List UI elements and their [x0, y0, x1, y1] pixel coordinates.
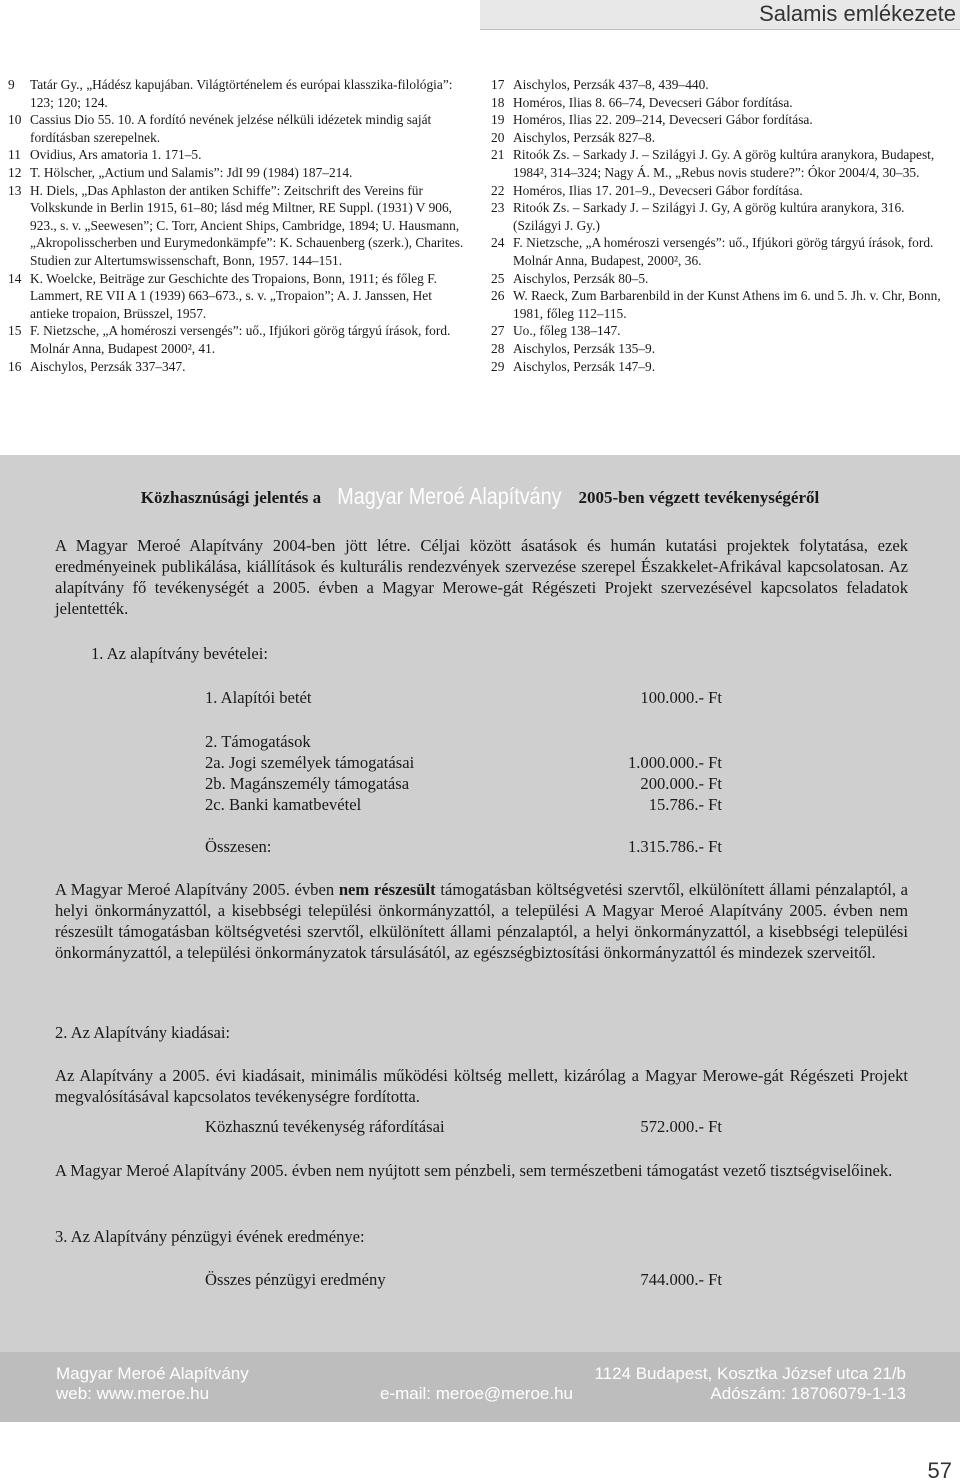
income-amount: 200.000.- Ft — [640, 774, 722, 793]
footer-email: e-mail: meroe@meroe.hu — [380, 1384, 573, 1403]
footnote-item: 22 Homéros, Ilias 17. 201–9., Devecseri Gábor fordítása. — [491, 182, 803, 198]
expenses-paragraph: Az Alapítvány a 2005. évi kiadásait, minimális működési költség mellett, kizárólag a Magyar Merowe-gát Régészeti Projekt megvalósításával kapcsolatos tevékenységre fordította. — [55, 1066, 908, 1106]
footnote-item: 9 Tatár Gy., „Hádész kapujában. Világtörténelem és európai klasszika-filológia”: 123; 120; 124. — [8, 77, 453, 110]
footnote-item: 29 Aischylos, Perzsák 147–9. — [491, 358, 656, 374]
income-total-amount: 1.315.786.- Ft — [627, 837, 722, 856]
result-label: Összes pénzügyi eredmény — [205, 1270, 386, 1289]
footnote-item: 15 F. Nietzsche, „A homéroszi versengés”: uő., Ifjúkori görög tárgyú írások, ford. Molnár Anna, Budapest 2000², 41. — [8, 323, 451, 356]
footer-web: web: www.meroe.hu — [56, 1384, 210, 1403]
income-label: 2a. Jogi személyek támogatásai — [205, 753, 415, 772]
footer-tax-number: Adószám: 18706079-1-13 — [710, 1384, 906, 1403]
footnote-item: 11 Ovidius, Ars amatoria 1. 171–5. — [8, 147, 202, 163]
footnote-item: 24 F. Nietzsche, „A homéroszi versengés”: uő., Ifjúkori görög tárgyú írások, ford. Molnár Anna, Budapest, 2000², 36. — [491, 235, 934, 268]
intro-paragraph: A Magyar Meroé Alapítvány 2004-ben jött létre. Céljai között ásatások és humán kutatási projektek folytatása, ezek eredményeinek publikálása, kiállítások és kulturális rendezvények szervezése szerepel Északkelet-Afrikával kapcsolatosan. Az alapítvány fő tevékenységét a 2005. évben a Magyar Merowe-gát Régészeti Projekt szervezésével kapcsolatos feladatok jelentették. — [55, 536, 908, 618]
footnotes-left-column — [8, 76, 473, 375]
brand-name: Magyar Meroé Alapítvány — [337, 483, 562, 509]
income-label: 2b. Magánszemély támogatása — [205, 774, 410, 793]
section-heading: 3. Az Alapítvány pénzügyi évének eredménye: — [55, 1227, 365, 1246]
footnote-item: 26 W. Raeck, Zum Barbarenbild in der Kunst Athens im 6. und 5. Jh. v. Chr, Bonn, 1981, főleg 112–115. — [491, 288, 941, 321]
section-heading: 2. Az Alapítvány kiadásai: — [55, 1023, 231, 1042]
footnote-item: 14 K. Woelcke, Beiträge zur Geschichte des Tropaions, Bonn, 1911; és főleg F. Lammert, RE VII A 1 (1939) 663–673., s. v. „Tropaion”; A. J. Janssen, Het antieke tropaion, Brüsszel, 1957. — [8, 270, 437, 321]
footer-address: 1124 Budapest, Kosztka József utca 21/b — [594, 1364, 906, 1383]
footnote-item: 13 H. Diels, „Das Aphlaston der antiken Schiffe”: Zeitschrift des Vereins für Volkskunde in Berlin 1915, 61–80; lásd még Miltner, RE Suppl. (1931) V 906, 923., s. v. „Seewesen”; C. Torr, Ancient Ships, Cambridge, 1894; U. Hausmann, „Akropolisscherben und Eurymedonkämpfe”: K. Schauenberg (szerk.), Charites. Studien zur Altertumswissenschaft, Bonn, 1957. 144–151. — [8, 182, 464, 268]
footnote-item: 21 Ritoók Zs. – Sarkady J. – Szilágyi J. Gy. A görög kultúra aranykora, Budapest, 1984², 314–324; Nagy Á. M., „Rebus novis studere?”: Ókor 2004/4, 30–35. — [491, 147, 935, 180]
footnote-item: 19 Homéros, Ilias 22. 209–214, Devecseri Gábor fordítása. — [491, 112, 813, 128]
footnotes-right-column — [491, 76, 954, 375]
report-heading: Közhasznúsági jelentés a Magyar Meroé Alapítvány 2005-ben végzett tevékenységéről — [140, 483, 820, 509]
footnote-item: 16 Aischylos, Perzsák 337–347. — [8, 358, 186, 374]
running-header: Salamis emlékezete — [480, 0, 960, 30]
support-paragraph: A Magyar Meroé Alapítvány 2005. évben nem részesült támogatásban költségvetési szervtől, elkülönített állami pénzalaptól, a helyi önkormányzattól, a kisebbségi települési önkormányzattól, a települési A Magyar Meroé Alapítvány 2005. évben nem részesült támogatásban költségvetési szervtől, elkülönített állami pénzalaptól, a helyi önkormányzattól, a kisebbségi települési önkormányzattól, a települési önkormányzatok társulásától, az egészségbiztosítási önkormányzattól és mindezek szerveitől. — [55, 880, 909, 962]
footnote-item: 18 Homéros, Ilias 8. 66–74, Devecseri Gábor fordítása. — [491, 94, 793, 110]
income-total-label: Összesen: — [205, 837, 272, 856]
income-label: 1. Alapítói betét — [205, 688, 312, 707]
footer-band — [0, 1352, 960, 1422]
income-amount: 15.786.- Ft — [648, 795, 722, 814]
section-heading: 1. Az alapítvány bevételei: — [91, 644, 268, 663]
income-amount: 1.000.000.- Ft — [627, 753, 722, 772]
footnote-item: 17 Aischylos, Perzsák 437–8, 439–440. — [491, 77, 709, 92]
officers-paragraph: A Magyar Meroé Alapítvány 2005. évben nem nyújtott sem pénzbeli, sem természetbeni támogatást vezető tisztségviselőinek. — [55, 1161, 893, 1180]
public-benefit-report — [0, 455, 960, 1352]
page-number: 57 — [927, 1458, 952, 1483]
footnote-item: 28 Aischylos, Perzsák 135–9. — [491, 340, 656, 356]
footnote-item: 12 T. Hölscher, „Actium und Salamis”: JdI 99 (1984) 187–214. — [8, 164, 353, 180]
income-amount: 100.000.- Ft — [640, 688, 722, 707]
footer-org-name: Magyar Meroé Alapítvány — [56, 1364, 249, 1383]
footnote-item: 25 Aischylos, Perzsák 80–5. — [491, 270, 649, 286]
income-label: 2c. Banki kamatbevétel — [205, 795, 362, 814]
result-amount: 744.000.- Ft — [640, 1270, 722, 1289]
footnote-item: 23 Ritoók Zs. – Sarkady J. – Szilágyi J. Gy, A görög kultúra aranykora, 316. (Szilágyi J. Gy.) — [491, 200, 905, 233]
income-label: 2. Támogatások — [205, 732, 311, 751]
footnote-item: 10 Cassius Dio 55. 10. A fordító nevének jelzése nélküli idézetek mindig saját fordításban szerepelnek. — [8, 112, 432, 145]
expense-amount: 572.000.- Ft — [640, 1117, 722, 1136]
expense-label: Közhasznú tevékenység ráfordításai — [205, 1117, 445, 1136]
footnote-item: 27 Uo., főleg 138–147. — [491, 323, 621, 339]
footnote-item: 20 Aischylos, Perzsák 827–8. — [491, 129, 656, 145]
